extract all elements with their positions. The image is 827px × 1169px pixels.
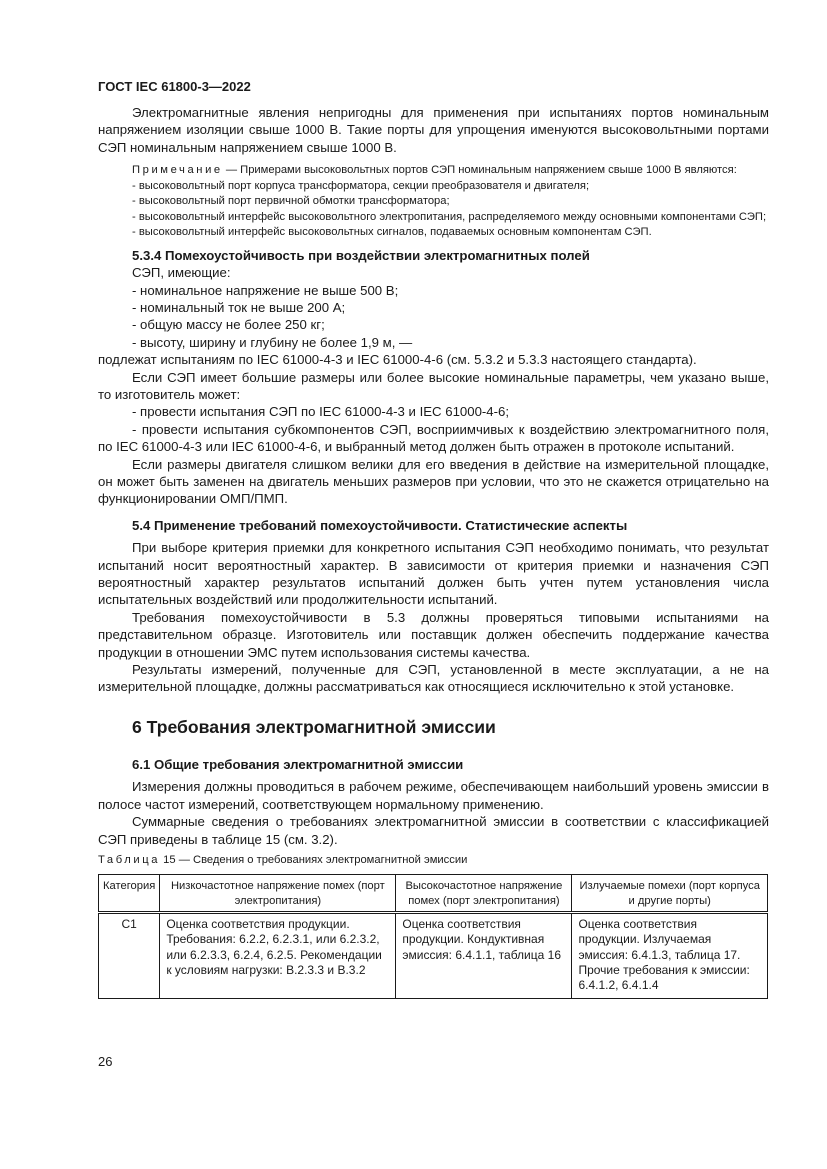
paragraph: Требования помехоустойчивости в 5.3 должны проверяться типовыми испытаниями на представительном образце. Изготовитель или поставщик должен обеспечить поддержание качества продукции в отношении ЭМС путем использования системы качества. [98,609,769,660]
list-item: - номинальное напряжение не выше 500 В; [132,282,399,298]
section-heading-5-4: 5.4 Применение требований помехоустойчивости. Статистические аспекты [132,517,628,533]
table-caption [98,853,769,868]
list-item: - провести испытания субкомпонентов СЭП, восприимчивых к воздействию электромагнитного поля, по IEC 61000-4-3 или IEC 61000-4-6, и выбранный метод должен быть отражен в протоколе испытаний. [98,421,769,455]
page-number: 26 [98,1054,113,1069]
paragraph: Электромагнитные явления непригодны для применения при испытаниях портов номинальным напряжением изоляции свыше 1000 В. Такие порты для упрощения именуются высоковольтными портами СЭП номинальным напряжением свыше 1000 В. [98,105,769,155]
document-header: ГОСТ IEC 61800-3—2022 [98,79,251,94]
table-caption-text: 15 — Сведения о требованиях электромагнитной эмиссии [160,853,468,866]
table-caption-label: Таблица [98,853,161,866]
note [98,163,769,179]
paragraph: СЭП, имеющие: [132,265,231,281]
list-item: - провести испытания СЭП по IEC 61000-4-3 и IEC 61000-4-6; [132,404,510,420]
paragraph: Если СЭП имеет большие размеры или более высокие номинальные параметры, чем указано выше, то изготовитель может: [98,369,769,402]
list-item: - высоту, ширину и глубину не более 1,9 м, — [132,334,413,350]
paragraph: Если размеры двигателя слишком велики для его введения в действие на измерительной площадке, он может быть заменен на двигатель меньших размеров при условии, что это не скажется отрицательно на функционировании ОМП/ПМП. [98,456,769,507]
column-header-lf-voltage: Низкочастотное напряжение помех (порт электропитания) [160,874,396,912]
table-header-row [99,874,768,912]
cell-category: C1 [99,913,160,998]
paragraph: Суммарные сведения о требованиях электромагнитной эмиссии в соответствии с классификацией СЭП приведены в таблице 15 (см. 3.2). [98,814,769,847]
note-item: - высоковольтный порт первичной обмотки трансформатора; [132,195,450,208]
table-row [99,913,768,998]
paragraph: Измерения должны проводиться в рабочем режиме, обеспечивающем наибольший уровень эмиссии в полосе частот измерений, соответствующем нормальному применению. [98,779,769,812]
document-body [98,104,769,999]
paragraph: Результаты измерений, полученные для СЭП, установленной в месте эксплуатации, а не на измерительной площадке, должны рассматриваться как относящиеся исключительно к этой установке. [98,662,769,695]
note-label: Примечание [132,164,223,177]
cell-lf-voltage: Оценка соответствия продукции. Требования: 6.2.2, 6.2.3.1, или 6.2.3.2, или 6.2.3.3, 6.2.4, 6.2.5. Рекомендации к условиям нагрузки: B.2.3.3 и B.3.2 [160,913,396,998]
list-item: - общую массу не более 250 кг; [132,317,325,333]
section-heading-6: 6 Требования электромагнитной эмиссии [132,716,496,737]
note-text: — Примерами высоковольтных портов СЭП номинальным напряжением свыше 1000 В являются: [222,164,737,177]
paragraph: При выборе критерия приемки для конкретного испытания СЭП необходимо понимать, что результат испытаний носит вероятностный характер. В зависимости от критерия приемки и назначения СЭП вероятностный характер результатов испытаний должен быть учтен путем установления числа испытательных воздействий или продолжительности испытаний. [98,540,769,608]
paragraph: подлежат испытаниям по IEC 61000-4-3 и IEC 61000-4-6 (см. 5.3.2 и 5.3.3 настоящего стандарта). [98,352,697,368]
note-item: - высоковольтный интерфейс высоковольтного электропитания, распределяемого между основными компонентами СЭП; [132,210,767,223]
column-header-category: Категория [99,874,160,912]
note-item: - высоковольтный порт корпуса трансформатора, секции преобразователя и двигателя; [132,179,590,192]
list-item: - номинальный ток не выше 200 А; [132,299,346,315]
section-heading-6-1: 6.1 Общие требования электромагнитной эмиссии [132,756,464,772]
column-header-radiated: Излучаемые помехи (порт корпуса и другие порты) [572,874,768,912]
cell-radiated: Оценка соответствия продукции. Излучаемая эмиссия: 6.4.1.3, таблица 17. Прочие требования к эмиссии: 6.4.1.2, 6.4.1.4 [572,913,768,998]
note-item: - высоковольтный интерфейс высоковольтных сигналов, подаваемых основным компонентам СЭП. [132,226,652,239]
emission-requirements-table [98,874,768,999]
section-heading-5-3-4: 5.3.4 Помехоустойчивость при воздействии электромагнитных полей [132,247,590,263]
cell-hf-voltage: Оценка соответствия продукции. Кондуктивная эмиссия: 6.4.1.1, таблица 16 [396,913,572,998]
column-header-hf-voltage: Высокочастотное напряжение помех (порт электропитания) [396,874,572,912]
